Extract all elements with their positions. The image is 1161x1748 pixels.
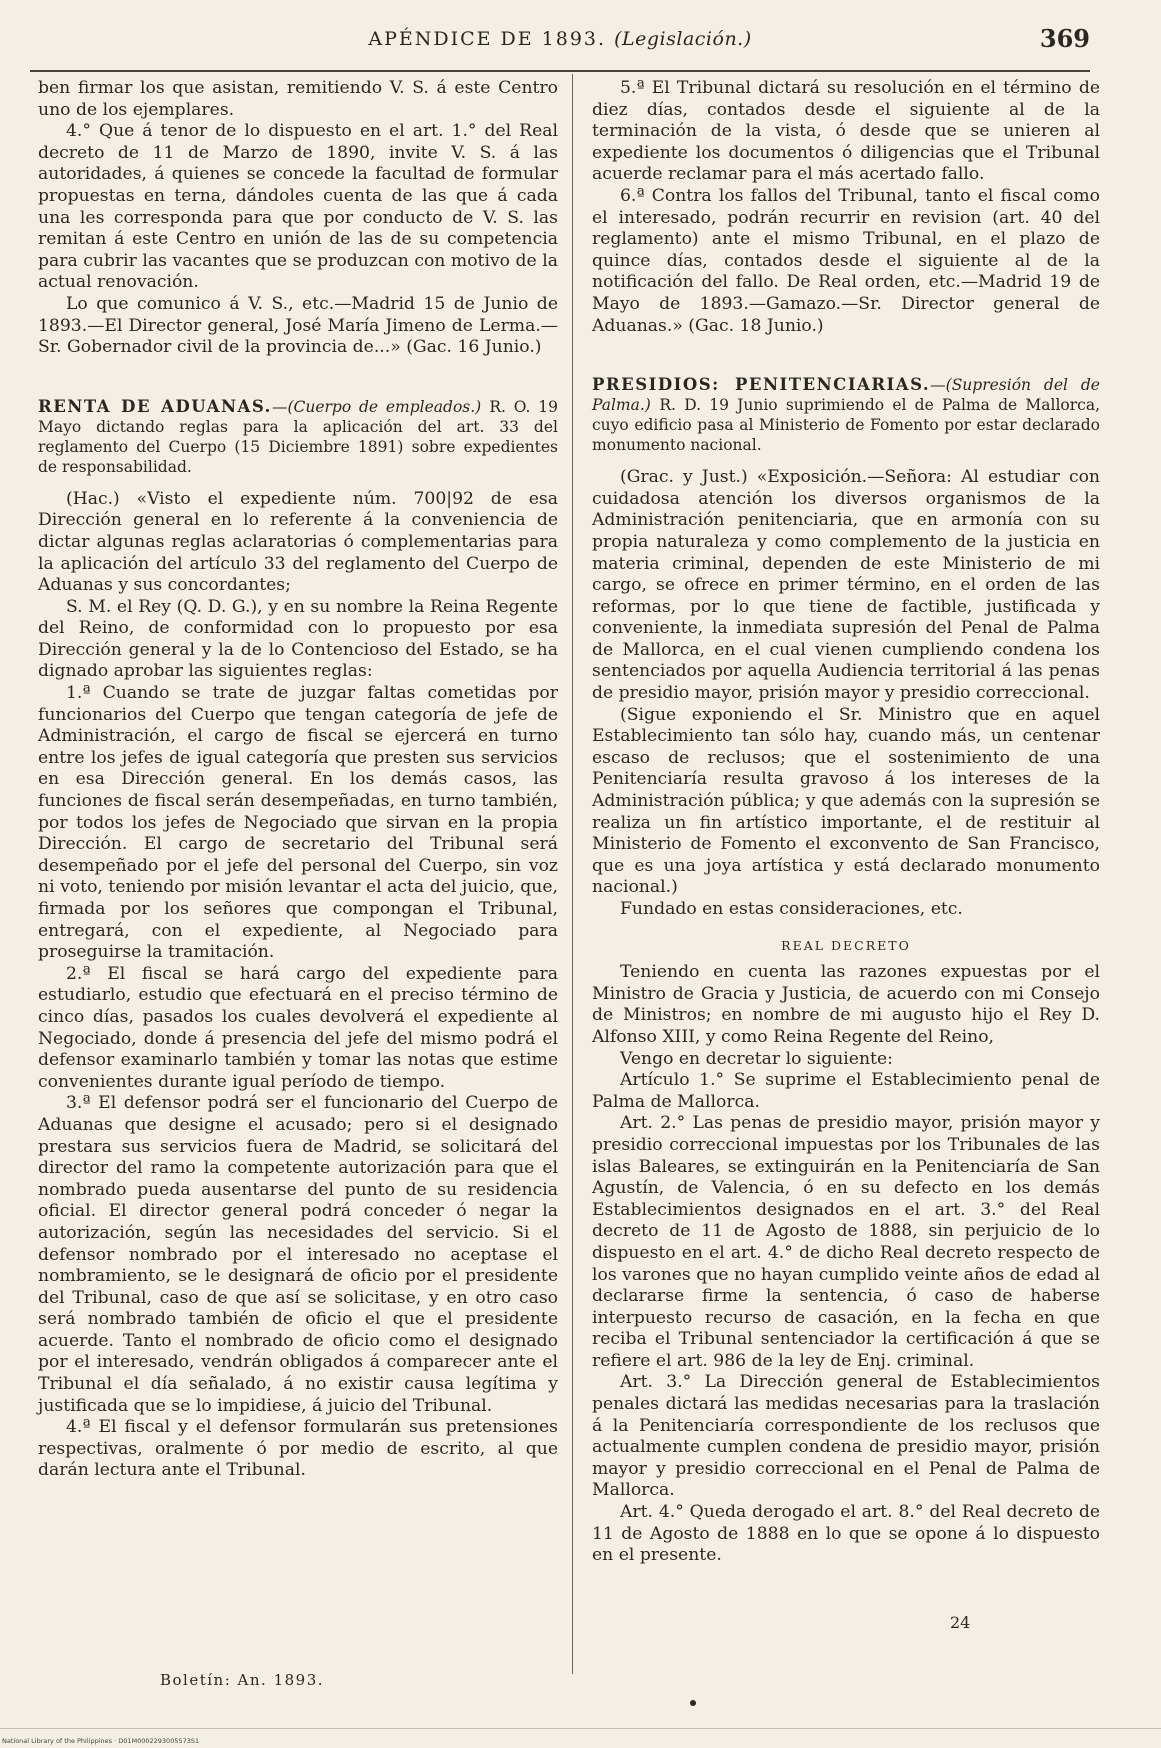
section-summary: R. D. 19 Junio suprimiendo el de Palma de Mallorca, cuyo edificio pasa al Ministerio de Fomento por estar declarado monumento nacional.	[592, 396, 1100, 455]
paragraph: 4.° Que á tenor de lo dispuesto en el art. 1.° del Real decreto de 11 de Marzo de 1890, invite V. S. á las autoridades, á quienes se concede la facultad de formular propuestas en terna, dándoles cuenta de las que á cada una les corresponda para que por conducto de V. S. las remitan á este Centro en unión de las de su competencia para cubrir las vacantes que se produzcan con motivo de la actual renovación.	[38, 121, 558, 293]
header-title-italic: (Legislación.)	[614, 28, 752, 50]
paragraph: S. M. el Rey (Q. D. G.), y en su nombre la Reina Regente del Reino, de conformidad con lo propuesto por esa Dirección general y la de lo Contencioso del Estado, se ha dignado aprobar las siguientes reglas:	[38, 596, 558, 682]
paragraph: (Grac. y Just.) «Exposición.—Señora: Al estudiar con cuidadosa atención los diversos organismos de la Administración penitenciaria, que en armonía con su propia naturaleza y como complemento de la justicia en materia criminal, dependen de este Ministerio de mi cargo, se ofrece en primer término, en el orden de las reformas, por lo que tiene de factible, justificada y conveniente, la inmediata supresión del Penal de Palma de Mallorca, en el cual vienen cumpliendo condena los sentenciados por aquella Audiencia territorial á las penas de presidio mayor, prisión mayor y presidio correccional.	[592, 467, 1100, 704]
page-header	[30, 24, 1090, 64]
paragraph: 2.ª El fiscal se hará cargo del expediente para estudiarlo, estudio que efectuará en el preciso término de cinco días, pasados los cuales devolverá el expediente al Negociado, donde á presencia del jefe del mismo podrá el defensor examinarlo también y tomar las notas que estime convenientes durante igual período de tiempo.	[38, 963, 558, 1092]
real-decreto-heading: REAL DECRETO	[781, 937, 911, 953]
paragraph: 5.ª El Tribunal dictará su resolución en el término de diez días, contados desde el siguiente al de la terminación de la vista, ó desde que se unieren al expediente los documentos ó diligencias que el Tribunal acuerde reclamar para el más acertado fallo.	[592, 78, 1100, 185]
paragraph: Art. 4.° Queda derogado el art. 8.° del Real decreto de 11 de Agosto de 1888 en lo que se opone á lo dispuesto en el presente.	[592, 1502, 1100, 1566]
section-subtitle: —(Cuerpo de empleados.)	[271, 397, 482, 416]
section-subtitle: —(Supresión del de Palma.)	[592, 376, 1100, 415]
paragraph: Art. 3.° La Dirección general de Establecimientos penales dictará las medidas necesarias para la traslación á la Penitenciaría correspondiente de los reclusos que actualmente cumplen condena de presidio mayor, prisión mayor y presidio correccional en el Penal de Palma de Mallorca.	[592, 1372, 1100, 1501]
right-column	[592, 78, 1100, 1567]
paragraph: Lo que comunico á V. S., etc.—Madrid 15 de Junio de 1893.—El Director general, José María Jimeno de Lerma.—Sr. Gobernador civil de la provincia de...» (Gac. 16 Junio.)	[38, 293, 558, 358]
paragraph: Teniendo en cuenta las razones expuestas por el Ministro de Gracia y Justicia, de acuerdo con mi Consejo de Ministros; en nombre de mi augusto hijo el Rey D. Alfonso XIII, y como Reina Regente del Reino,	[592, 962, 1100, 1047]
paragraph: Art. 2.° Las penas de presidio mayor, prisión mayor y presidio correccional impuestas por los Tribunales de las islas Baleares, se extinguirán en la Penitenciaría de San Agustín, de Valencia, ó en su defecto en los demás Establecimientos designados en el art. 3.° del Real decreto de 11 de Agosto de 1888, sin perjuicio de lo dispuesto en el art. 4.° de dicho Real decreto respecto de los varones que no hayan cumplido veinte años de edad al declararse firme la sentencia, ó caso de haberse interpuesto recurso de casación, en la fecha en que reciba el Tribunal sentenciador la certificación á que se refiere el art. 986 de la ley de Enj. criminal.	[592, 1113, 1100, 1371]
column-divider	[572, 74, 573, 1674]
spacer	[38, 359, 558, 383]
page-number: 369	[1039, 24, 1090, 53]
footer-signature-mark: 24	[950, 1613, 971, 1632]
paragraph: 3.ª El defensor podrá ser el funcionario del Cuerpo de Aduanas que designe el acusado; pero si el designado prestara sus servicios fuera de Madrid, se solicitará del director del ramo la competente autorización para que el nombrado pueda ausentarse del punto de su residencia oficial. El director general podrá conceder ó negar la autorización, según las necesidades del servicio. Si el defensor nombrado por el interesado no aceptase el nombramiento, se le designará de oficio por el presidente del Tribunal, caso de que así se solicitase, y en otro caso será nombrado también de oficio el que el presidente acuerde. Tanto el nombrado de oficio como el designado por el interesado, vendrán obligados á comparecer ante el Tribunal el día señalado, á no existir causa legítima y justificada que se lo impidiese, á juicio del Tribunal.	[38, 1093, 558, 1416]
paragraph: 6.ª Contra los fallos del Tribunal, tanto el fiscal como el interesado, podrán recurrir en revision (art. 40 del reglamento) ante el mismo Tribunal, en el plazo de quince días, contados desde el siguiente al de la notificación del fallo. De Real orden, etc.—Madrid 19 de Mayo de 1893.—Gamazo.—Sr. Director general de Aduanas.» (Gac. 18 Junio.)	[592, 185, 1100, 336]
paragraph: 4.ª El fiscal y el defensor formularán sus pretensiones respectivas, oralmente ó por medio de escrito, al que darán lectura ante el Tribunal.	[38, 1417, 558, 1481]
paragraph: (Sigue exponiendo el Sr. Ministro que en aquel Establecimiento tan sólo hay, cuando más, un centenar escaso de reclusos; que el sostenimiento de una Penitenciaría resulta gravoso á los intereses de la Administración pública; y que además con la supresión se realiza un fin artístico importante, el de restituir al Ministerio de Fomento el exconvento de San Francisco, que es una joya artística y está declarado monumento nacional.)	[592, 704, 1100, 898]
ink-dot	[690, 1700, 696, 1706]
header-rule	[30, 70, 1090, 72]
paragraph: ben firmar los que asistan, remitiendo V. S. á este Centro uno de los ejemplares.	[38, 78, 558, 120]
paragraph: Vengo en decretar lo siguiente:	[620, 1048, 893, 1069]
scan-edge	[0, 1728, 1161, 1729]
left-column	[38, 78, 558, 1482]
paragraph: Artículo 1.° Se suprime el Establecimiento penal de Palma de Mallorca.	[592, 1070, 1100, 1112]
paragraph: 1.ª Cuando se trate de juzgar faltas cometidas por funcionarios del Cuerpo que tengan categoría de jefe de Administración, el cargo de fiscal se ejercerá en turno entre los jefes de igual categoría que presten sus servicios en esa Dirección general. En los demás casos, las funciones de fiscal serán desempeñadas, en turno también, por todos los jefes de Negociado que sirvan en la propia Dirección. El cargo de secretario del Tribunal será desempeñado por el jefe del personal del Cuerpo, sin voz ni voto, teniendo por misión levantar el acta del juicio, que, firmada por los señores que compongan el Tribunal, entregará, con el expediente, al Negociado para proseguirse la tramitación.	[38, 683, 558, 963]
section-title: PRESIDIOS: PENITENCIARIAS.	[592, 375, 931, 395]
footer-boletin: Boletín: An. 1893.	[160, 1671, 325, 1689]
section-summary: R. O. 19 Mayo dictando reglas para la aplicación del art. 33 del reglamento del Cuerpo (15 Diciembre 1891) sobre expedientes de responsabilidad.	[38, 397, 558, 476]
section-heading-aduanas	[38, 397, 558, 477]
header-title-prefix: APÉNDICE DE 1893.	[368, 28, 607, 50]
spacer	[592, 337, 1100, 361]
paragraph: (Hac.) «Visto el expediente núm. 700|92 de esa Dirección general en lo referente á la conveniencia de dictar algunas reglas aclaratorias ó complementarias para la aplicación del artículo 33 del reglamento del Cuerpo de Aduanas y sus concordantes;	[38, 488, 558, 596]
header-title	[30, 28, 1090, 50]
paragraph: Fundado en estas consideraciones, etc.	[620, 899, 963, 919]
library-credit: National Library of the Philippines · D01M0002293005573S1	[2, 1737, 200, 1745]
section-title: RENTA DE ADUANAS.	[38, 396, 272, 416]
section-heading-presidios	[592, 375, 1100, 455]
